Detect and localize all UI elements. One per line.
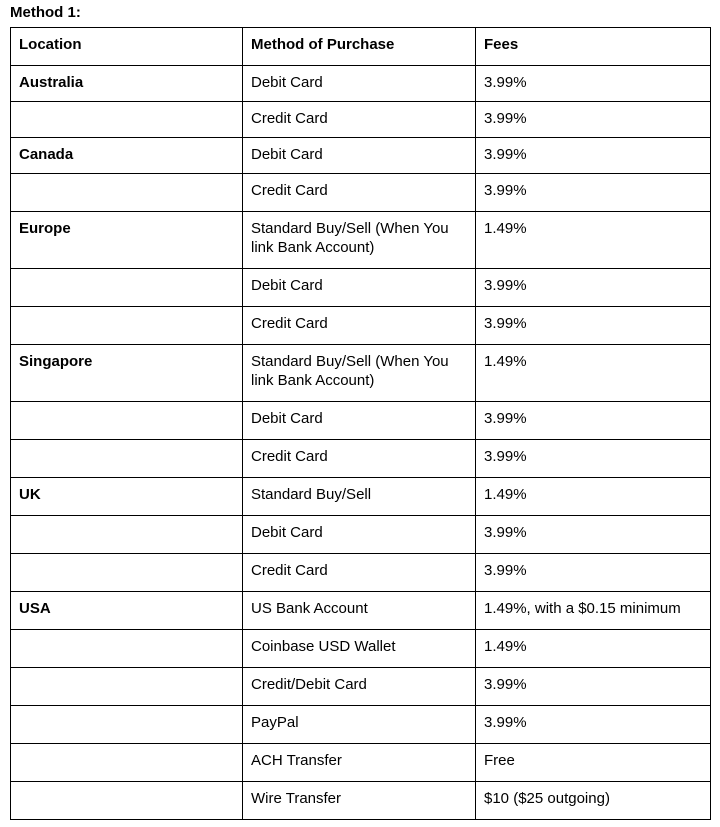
location-cell [11,706,243,744]
fee-cell: 3.99% [476,668,711,706]
method-cell: Debit Card [243,138,476,174]
method-cell: Credit Card [243,307,476,345]
method-cell: Credit/Debit Card [243,668,476,706]
fee-cell: 3.99% [476,554,711,592]
column-header-location: Location [11,28,243,66]
fee-cell: 3.99% [476,269,711,307]
location-cell [11,630,243,668]
table-row [11,592,711,630]
location-cell: Australia [11,66,243,102]
method-cell: Standard Buy/Sell (When You link Bank Account) [243,345,476,402]
fee-cell: 1.49% [476,630,711,668]
section-heading: Method 1: [10,4,81,21]
table-row [11,174,711,212]
table-row [11,554,711,592]
method-cell: US Bank Account [243,592,476,630]
location-cell [11,440,243,478]
table-row [11,478,711,516]
location-cell [11,554,243,592]
method-cell: Debit Card [243,269,476,307]
table-row [11,269,711,307]
fee-cell: 3.99% [476,307,711,345]
location-cell: Canada [11,138,243,174]
table-row [11,212,711,269]
fee-cell: 3.99% [476,440,711,478]
fee-cell: 3.99% [476,174,711,212]
method-cell: Wire Transfer [243,782,476,820]
method-cell: Debit Card [243,402,476,440]
fee-cell: 3.99% [476,138,711,174]
location-cell [11,402,243,440]
fee-cell: 1.49% [476,478,711,516]
method-cell: Debit Card [243,516,476,554]
table-row [11,782,711,820]
column-header-method: Method of Purchase [243,28,476,66]
method-cell: Credit Card [243,554,476,592]
method-cell: Standard Buy/Sell [243,478,476,516]
location-cell [11,782,243,820]
table-row [11,516,711,554]
location-cell: USA [11,592,243,630]
method-cell: Credit Card [243,174,476,212]
fee-cell: Free [476,744,711,782]
table-row [11,744,711,782]
fee-cell: $10 ($25 outgoing) [476,782,711,820]
table-row [11,668,711,706]
table-row [11,345,711,402]
location-cell: UK [11,478,243,516]
table-row [11,440,711,478]
fee-cell: 1.49% [476,212,711,269]
table-row [11,138,711,174]
table-row [11,66,711,102]
location-cell [11,174,243,212]
method-cell: ACH Transfer [243,744,476,782]
method-cell: Standard Buy/Sell (When You link Bank Account) [243,212,476,269]
location-cell [11,516,243,554]
table-row [11,402,711,440]
method-cell: Credit Card [243,440,476,478]
method-cell: Coinbase USD Wallet [243,630,476,668]
method-cell: Credit Card [243,102,476,138]
location-cell [11,102,243,138]
table-header-row [11,28,711,66]
location-cell [11,269,243,307]
location-cell [11,307,243,345]
column-header-fees: Fees [476,28,711,66]
location-cell [11,668,243,706]
table-row [11,307,711,345]
table-row [11,630,711,668]
table-row [11,706,711,744]
method-cell: Debit Card [243,66,476,102]
location-cell: Singapore [11,345,243,402]
fee-cell: 3.99% [476,402,711,440]
location-cell [11,744,243,782]
fee-cell: 1.49%, with a $0.15 minimum [476,592,711,630]
fee-cell: 3.99% [476,66,711,102]
fee-cell: 3.99% [476,102,711,138]
fees-table [10,27,711,820]
method-cell: PayPal [243,706,476,744]
fee-cell: 3.99% [476,706,711,744]
table-row [11,102,711,138]
fee-cell: 1.49% [476,345,711,402]
fee-cell: 3.99% [476,516,711,554]
location-cell: Europe [11,212,243,269]
